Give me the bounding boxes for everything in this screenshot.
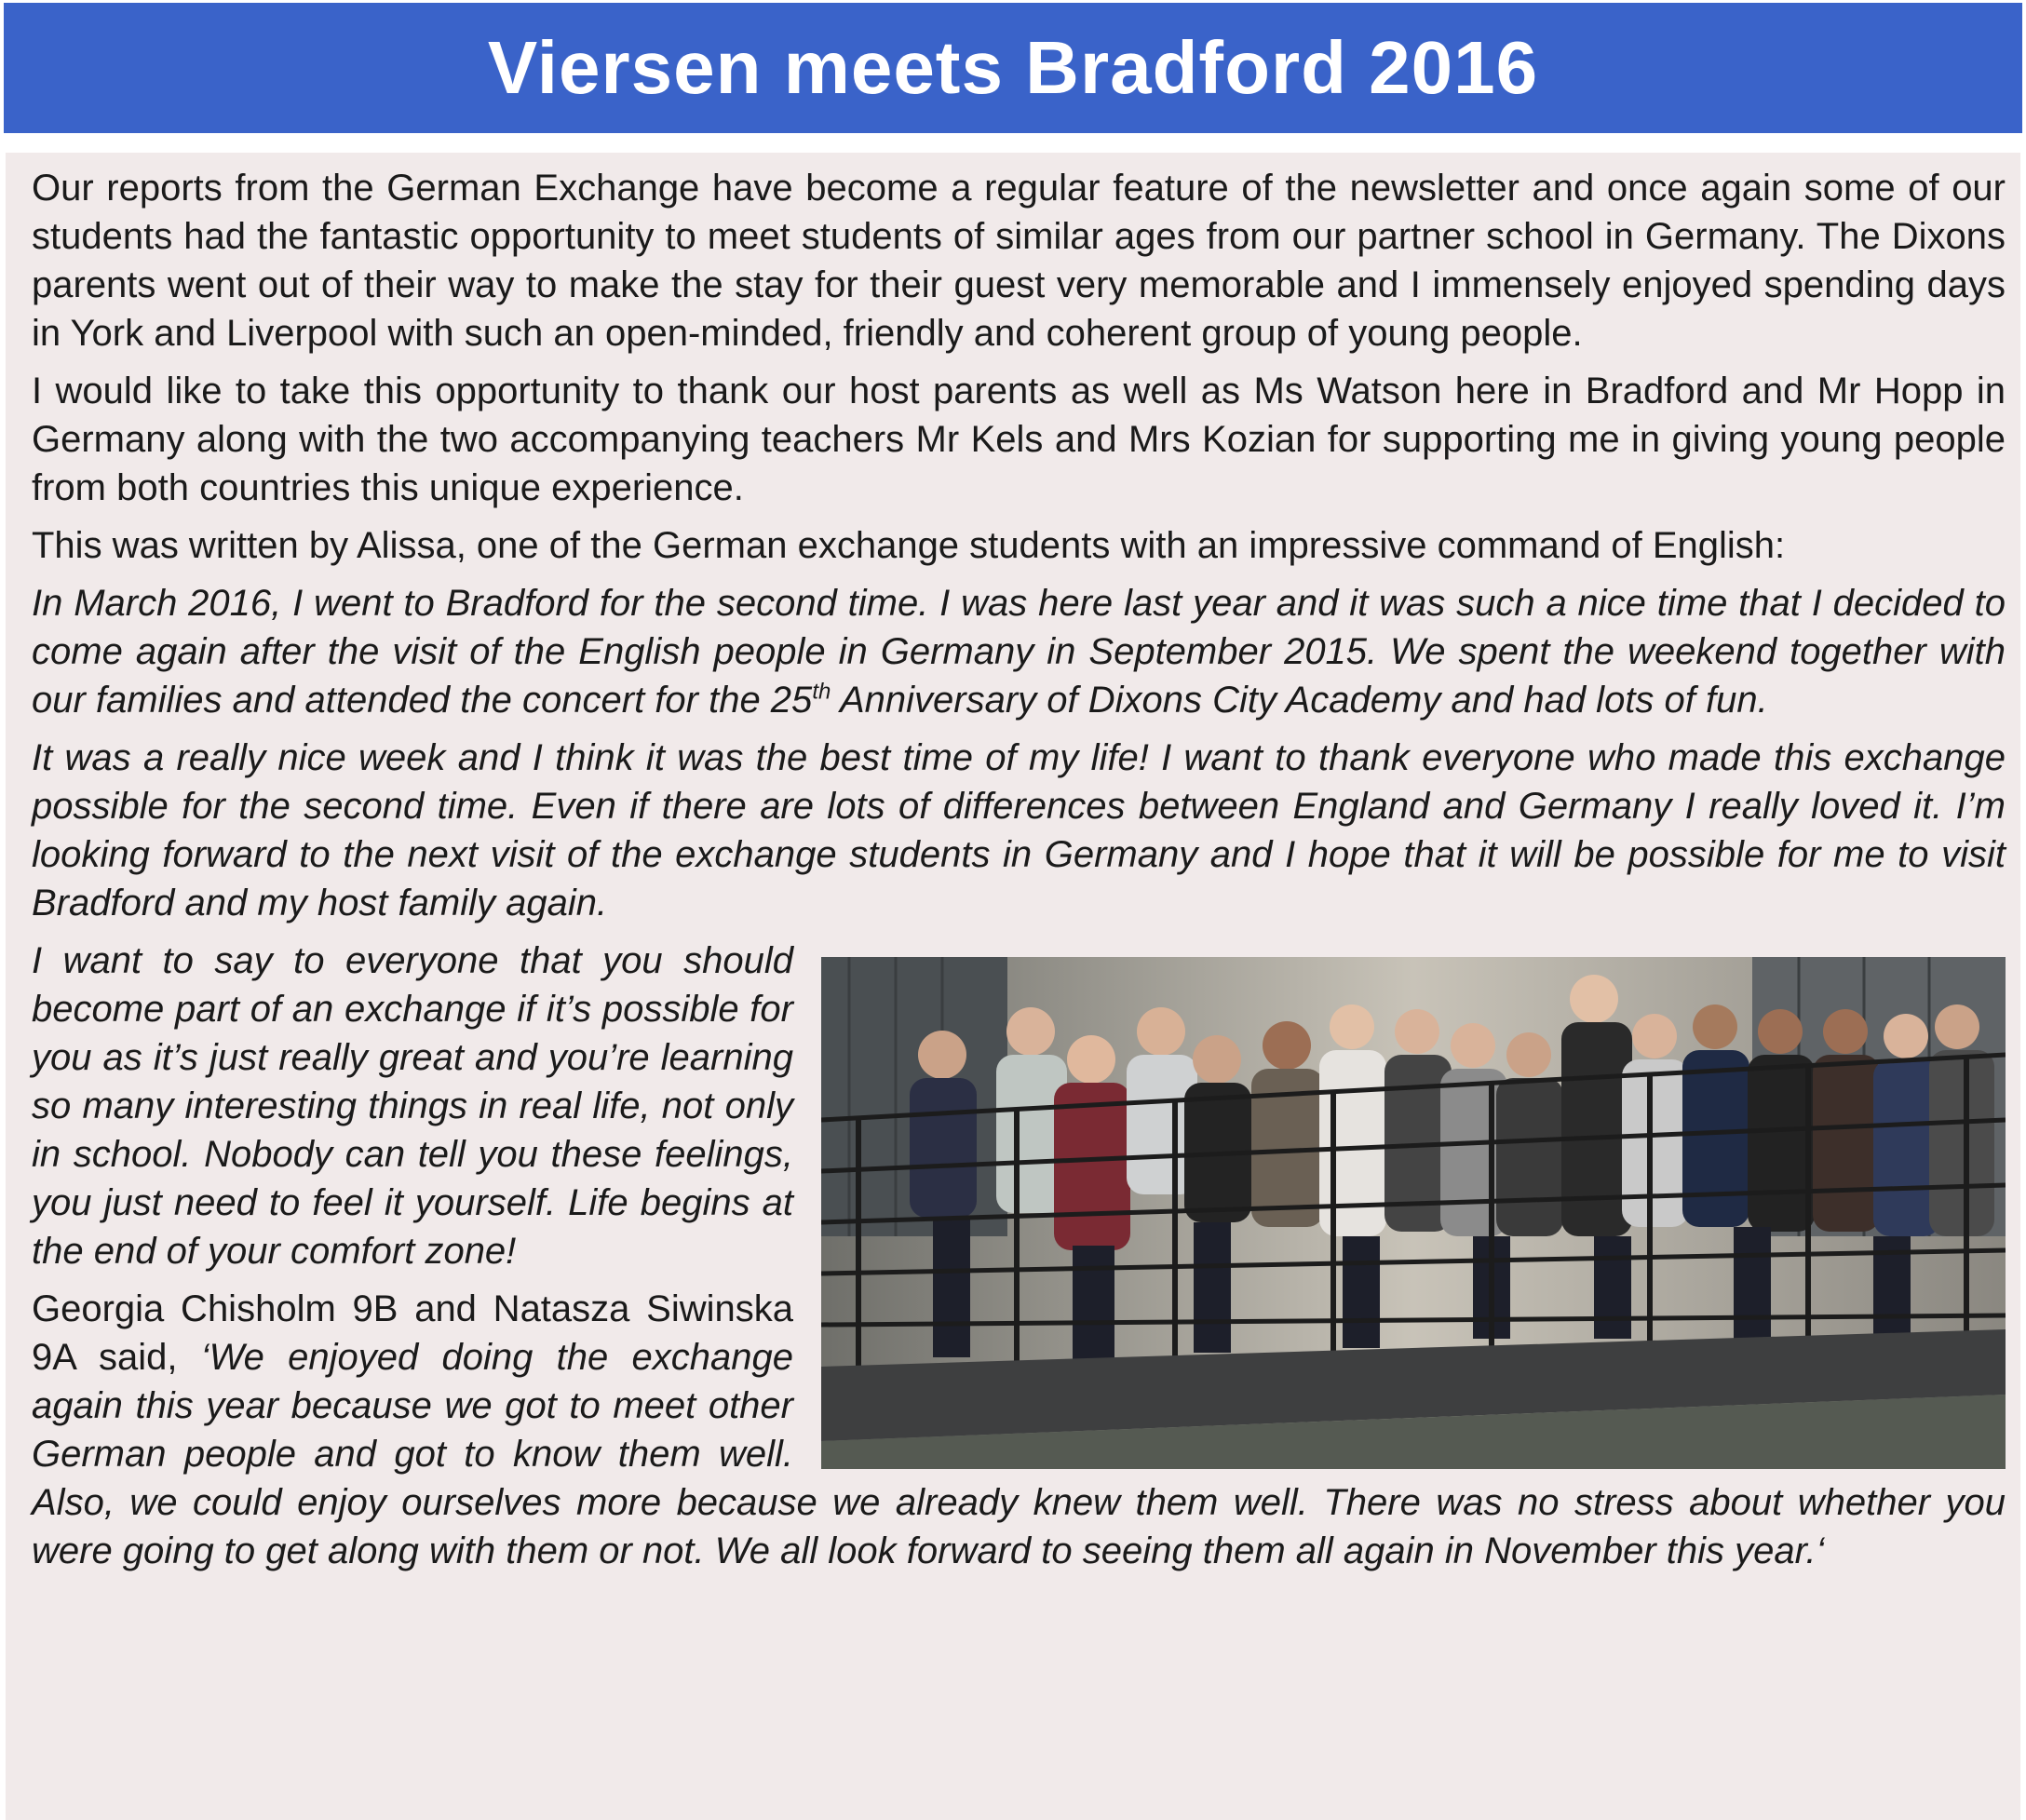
page-title: Viersen meets Bradford 2016 bbox=[487, 26, 1539, 109]
paragraph-alissa-intro: This was written by Alissa, one of the German exchange students with an impressive command of English: bbox=[32, 525, 1786, 566]
paragraph-thanks: I would like to take this opportunity to thank our host parents as well as Ms Watson here in Bradford and Mr Hopp in Germany along with the two accompanying teachers Mr Kels and Mrs Kozian for supporting me in giving young people from both countries this unique experience. bbox=[32, 371, 2006, 508]
article-panel bbox=[6, 153, 2020, 1820]
paragraph-alissa-2: It was a really nice week and I think it was the best time of my life! I want to thank everyone who made this exchange possible for the second time. Even if there are lots of differences between England and Germany I really loved it. I’m looking forward to the next visit of the exchange students in Germany and I hope that it will be possible for me to visit Bradford and my host family again. bbox=[32, 737, 2006, 923]
paragraph-intro: Our reports from the German Exchange have become a regular feature of the newsletter and once again some of our students had the fantastic opportunity to meet students of similar ages from our partner school in Germany. The Dixons parents went out of their way to make the stay for their guest very memorable and I immensely enjoyed spending days in York and Liverpool with such an open-minded, friendly and coherent group of young people. bbox=[32, 168, 2006, 354]
group-photo bbox=[821, 957, 2006, 1469]
georgia-intro: Georgia Chisholm 9B and Natasza Siwinska 9A said, bbox=[32, 1288, 793, 1378]
ordinal-suffix: th bbox=[812, 679, 831, 705]
header-banner bbox=[4, 3, 2022, 133]
paragraph-alissa-3: I want to say to everyone that you should become part of an exchange if it’s possible for you as it’s just really great and you’re learning so many interesting things in real life, not only in school. Nobody can tell you these feelings, you just need to feel it yourself. Life begins at the end of your comfort zone! bbox=[32, 940, 793, 1272]
paragraph-alissa-1 bbox=[32, 579, 2006, 724]
georgia-quote: ‘We enjoyed doing the exchange again this year because we got to meet other German people and got to know them well. Also, we could enjoy ourselves more because we already knew them well. There was no stress about whether you were going to get along with them or not. We all look forward to seeing them all again in November this year.‘ bbox=[32, 1337, 2006, 1571]
alissa-text-a: In March 2016, I went to Bradford for the second time. I was here last year and it was such a nice time that I decided to come again after the visit of the English people in Germany in September 2015. We spent the weekend together with our families and attended the concert for the 25 bbox=[32, 583, 2006, 721]
alissa-text-b: Anniversary of Dixons City Academy and had lots of fun. bbox=[831, 680, 1768, 721]
article-body bbox=[32, 164, 2006, 1584]
